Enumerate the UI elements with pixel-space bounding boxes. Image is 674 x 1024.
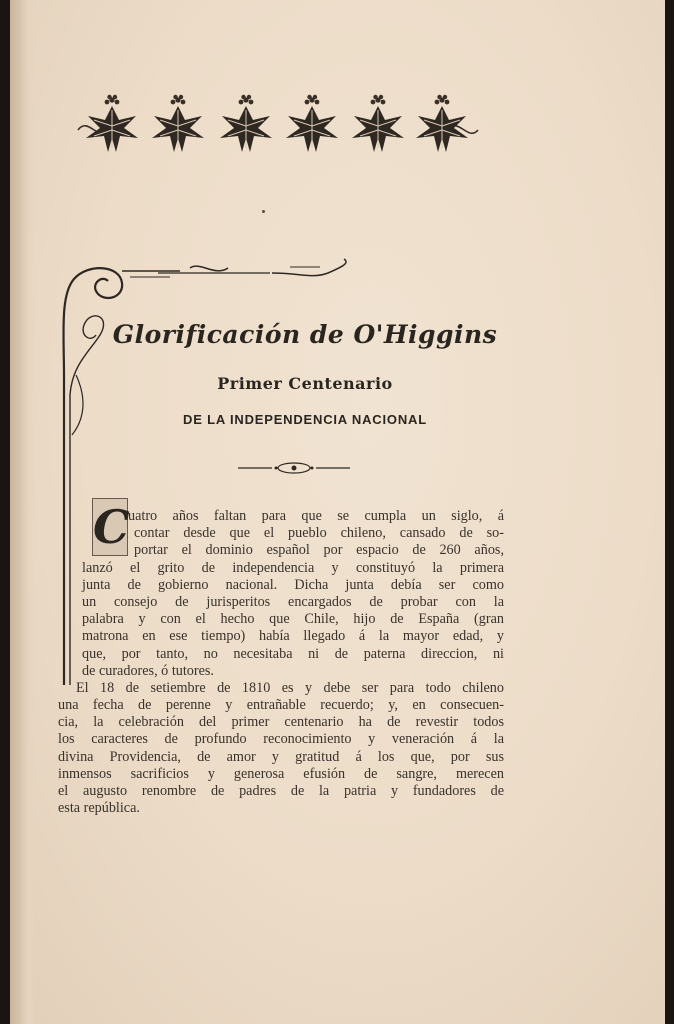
article-body — [58, 508, 504, 817]
section-divider — [238, 460, 350, 476]
page-title: Glorificación de O'Higgins — [112, 320, 498, 349]
text-line: inmensos sacrificios y generosa efusión de sangre, merecen — [58, 765, 504, 782]
text-line: los caracteres de profundo reconocimiento y veneración á la — [58, 731, 504, 748]
text-line: un consejo de jurisperitos encargados de probar con la — [82, 593, 504, 610]
text-line: divina Providencia, de amor y gratitud á los que, por sus — [58, 748, 504, 765]
subtitle-secondary: DE LA INDEPENDENCIA NACIONAL — [183, 412, 427, 427]
leaf-icon — [286, 95, 338, 152]
book-page — [10, 0, 665, 1024]
text-line: palabra y con el hecho que Chile, hijo de España (gran — [82, 611, 504, 628]
page-gutter — [10, 0, 36, 1024]
leaf-icon — [152, 95, 204, 152]
text-line: portar el dominio español por espacio de 260 años, — [134, 542, 504, 559]
subtitle: Primer Centenario — [217, 374, 393, 393]
text-line: que, por tanto, no necesitaba ni de paterna direccion, ni — [82, 645, 504, 662]
leaf-icon — [416, 95, 468, 152]
drop-cap: C — [93, 500, 130, 554]
text-line: cia, la celebración del primer centenario ha de revestir todos — [58, 714, 504, 731]
leaf-ornament-band — [68, 86, 484, 162]
leaf-icon — [220, 95, 272, 152]
text-line: lanzó el grito de independencia y constituyó la primera — [82, 559, 504, 576]
text-line: matrona en ese tiempo) había llegado á la mayor edad, y — [82, 628, 504, 645]
text-line: El 18 de setiembre de 1810 es y debe ser para todo chileno — [76, 679, 504, 696]
text-line: de curadores, ó tutores. — [82, 662, 214, 679]
leaf-icon — [352, 95, 404, 152]
text-line: el augusto renombre de padres de la patria y fundadores de — [58, 783, 504, 799]
text-line: una fecha de perenne y entrañable recuerdo; y, en consecuen- — [58, 697, 504, 714]
ink-speck — [262, 210, 265, 213]
text-line: esta república. — [58, 800, 140, 817]
text-line: uatro años faltan para que se cumpla un siglo, á — [128, 508, 504, 524]
text-line: junta de gobierno nacional. Dicha junta debía ser como — [82, 576, 504, 593]
leaf-icon — [86, 95, 138, 152]
text-line: contar desde que el pueblo chileno, cansado de so- — [134, 525, 504, 542]
